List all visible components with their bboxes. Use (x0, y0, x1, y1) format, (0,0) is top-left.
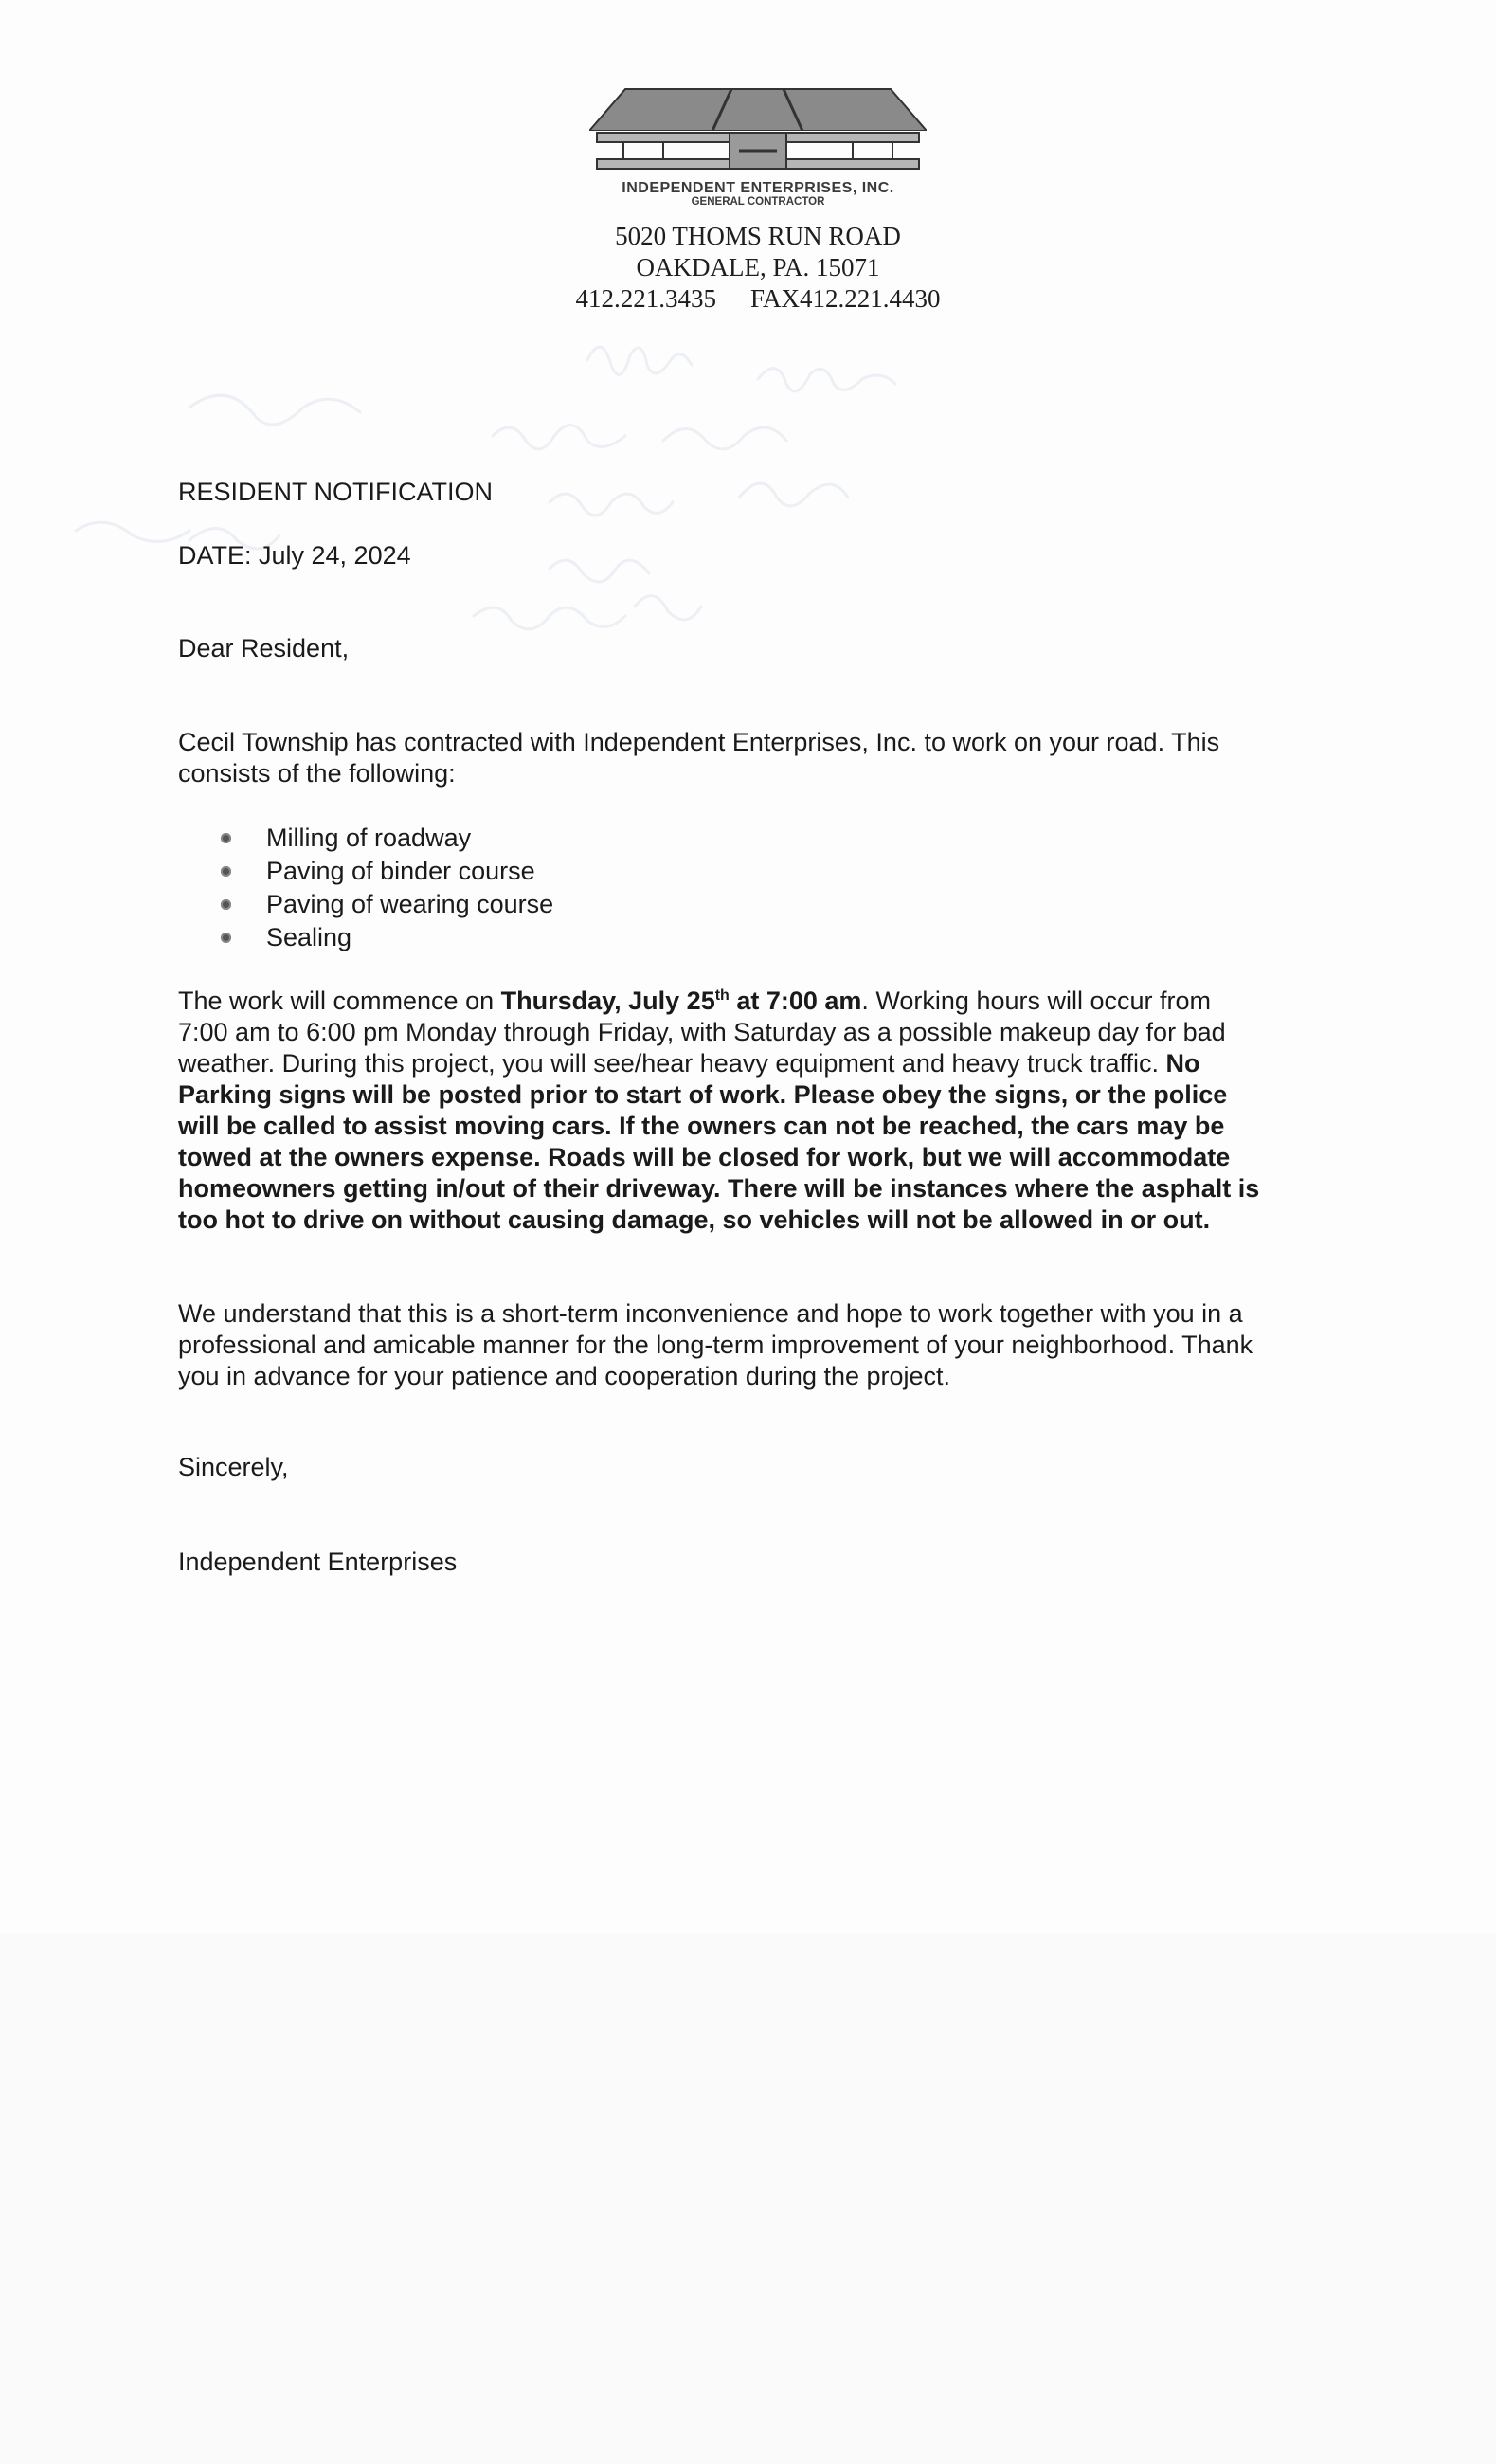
contact-numbers (531, 283, 985, 315)
list-item-label: Sealing (266, 923, 352, 951)
list-item-label: Milling of roadway (266, 824, 472, 852)
list-item (178, 855, 1268, 888)
working-hours: . Working hours will occur from 7:00 am to 6:00 pm Monday through Friday, with Saturday as a possible makeup day for bad weather. During this project, you will see/hear heavy equipment and heavy truck traffic. (178, 987, 1226, 1078)
start-day-suffix: th (714, 987, 730, 1004)
list-item-label: Paving of wearing course (266, 890, 554, 918)
start-day: Thursday, July 25 (500, 987, 715, 1015)
work-items-list (178, 822, 1268, 954)
bullet-icon (221, 899, 231, 910)
list-item (178, 822, 1268, 855)
bullet-icon (221, 933, 231, 943)
sign-off: Sincerely, (178, 1453, 289, 1481)
para1-lead: The work will commence on (178, 987, 501, 1015)
company-subtitle: GENERAL CONTRACTOR (691, 196, 825, 208)
list-item (178, 888, 1268, 921)
closing-paragraph: We understand that this is a short-term inconvenience and hope to work together with you in a professional and amicable manner for the long-term improvement of your neighborhood. Thank you in advance for your patience and cooperation during the project. (178, 1299, 1253, 1390)
bullet-icon (221, 833, 231, 843)
schedule-paragraph (178, 986, 1268, 1236)
phone-number: 412.221.3435 (575, 284, 716, 313)
company-logo (589, 83, 927, 178)
parking-notice: No Parking signs will be posted prior to start of work. Please obey the signs, or the police will be called to assist moving cars. If the owners can not be reached, the cars may be towed at the owners expense. Roads will be closed for work, but we will accommodate homeowners getting in/out of their driveway. There will be instances where the asphalt is too hot to drive on without causing damage, so vehicles will not be allowed in or out. (178, 1049, 1260, 1234)
intro-paragraph: Cecil Township has contracted with Independent Enterprises, Inc. to work on your road. This consists of the following: (178, 728, 1220, 788)
list-item-label: Paving of binder course (266, 857, 535, 885)
company-name: INDEPENDENT ENTERPRISES, INC. (622, 180, 894, 196)
address-line-1: 5020 THOMS RUN ROAD (615, 222, 901, 250)
letter-date: DATE: July 24, 2024 (178, 541, 411, 570)
bullet-icon (221, 866, 231, 877)
salutation: Dear Resident, (178, 634, 350, 662)
list-item (178, 921, 1268, 954)
signature-name: Independent Enterprises (178, 1548, 458, 1576)
fax-number: FAX412.221.4430 (749, 284, 941, 313)
start-time: at 7:00 am (729, 987, 862, 1015)
page-bottom-shade (0, 1933, 1496, 2464)
letter-heading: RESIDENT NOTIFICATION (178, 478, 494, 506)
letterhead (531, 83, 985, 315)
address-line-2: OAKDALE, PA. 15071 (636, 253, 880, 281)
